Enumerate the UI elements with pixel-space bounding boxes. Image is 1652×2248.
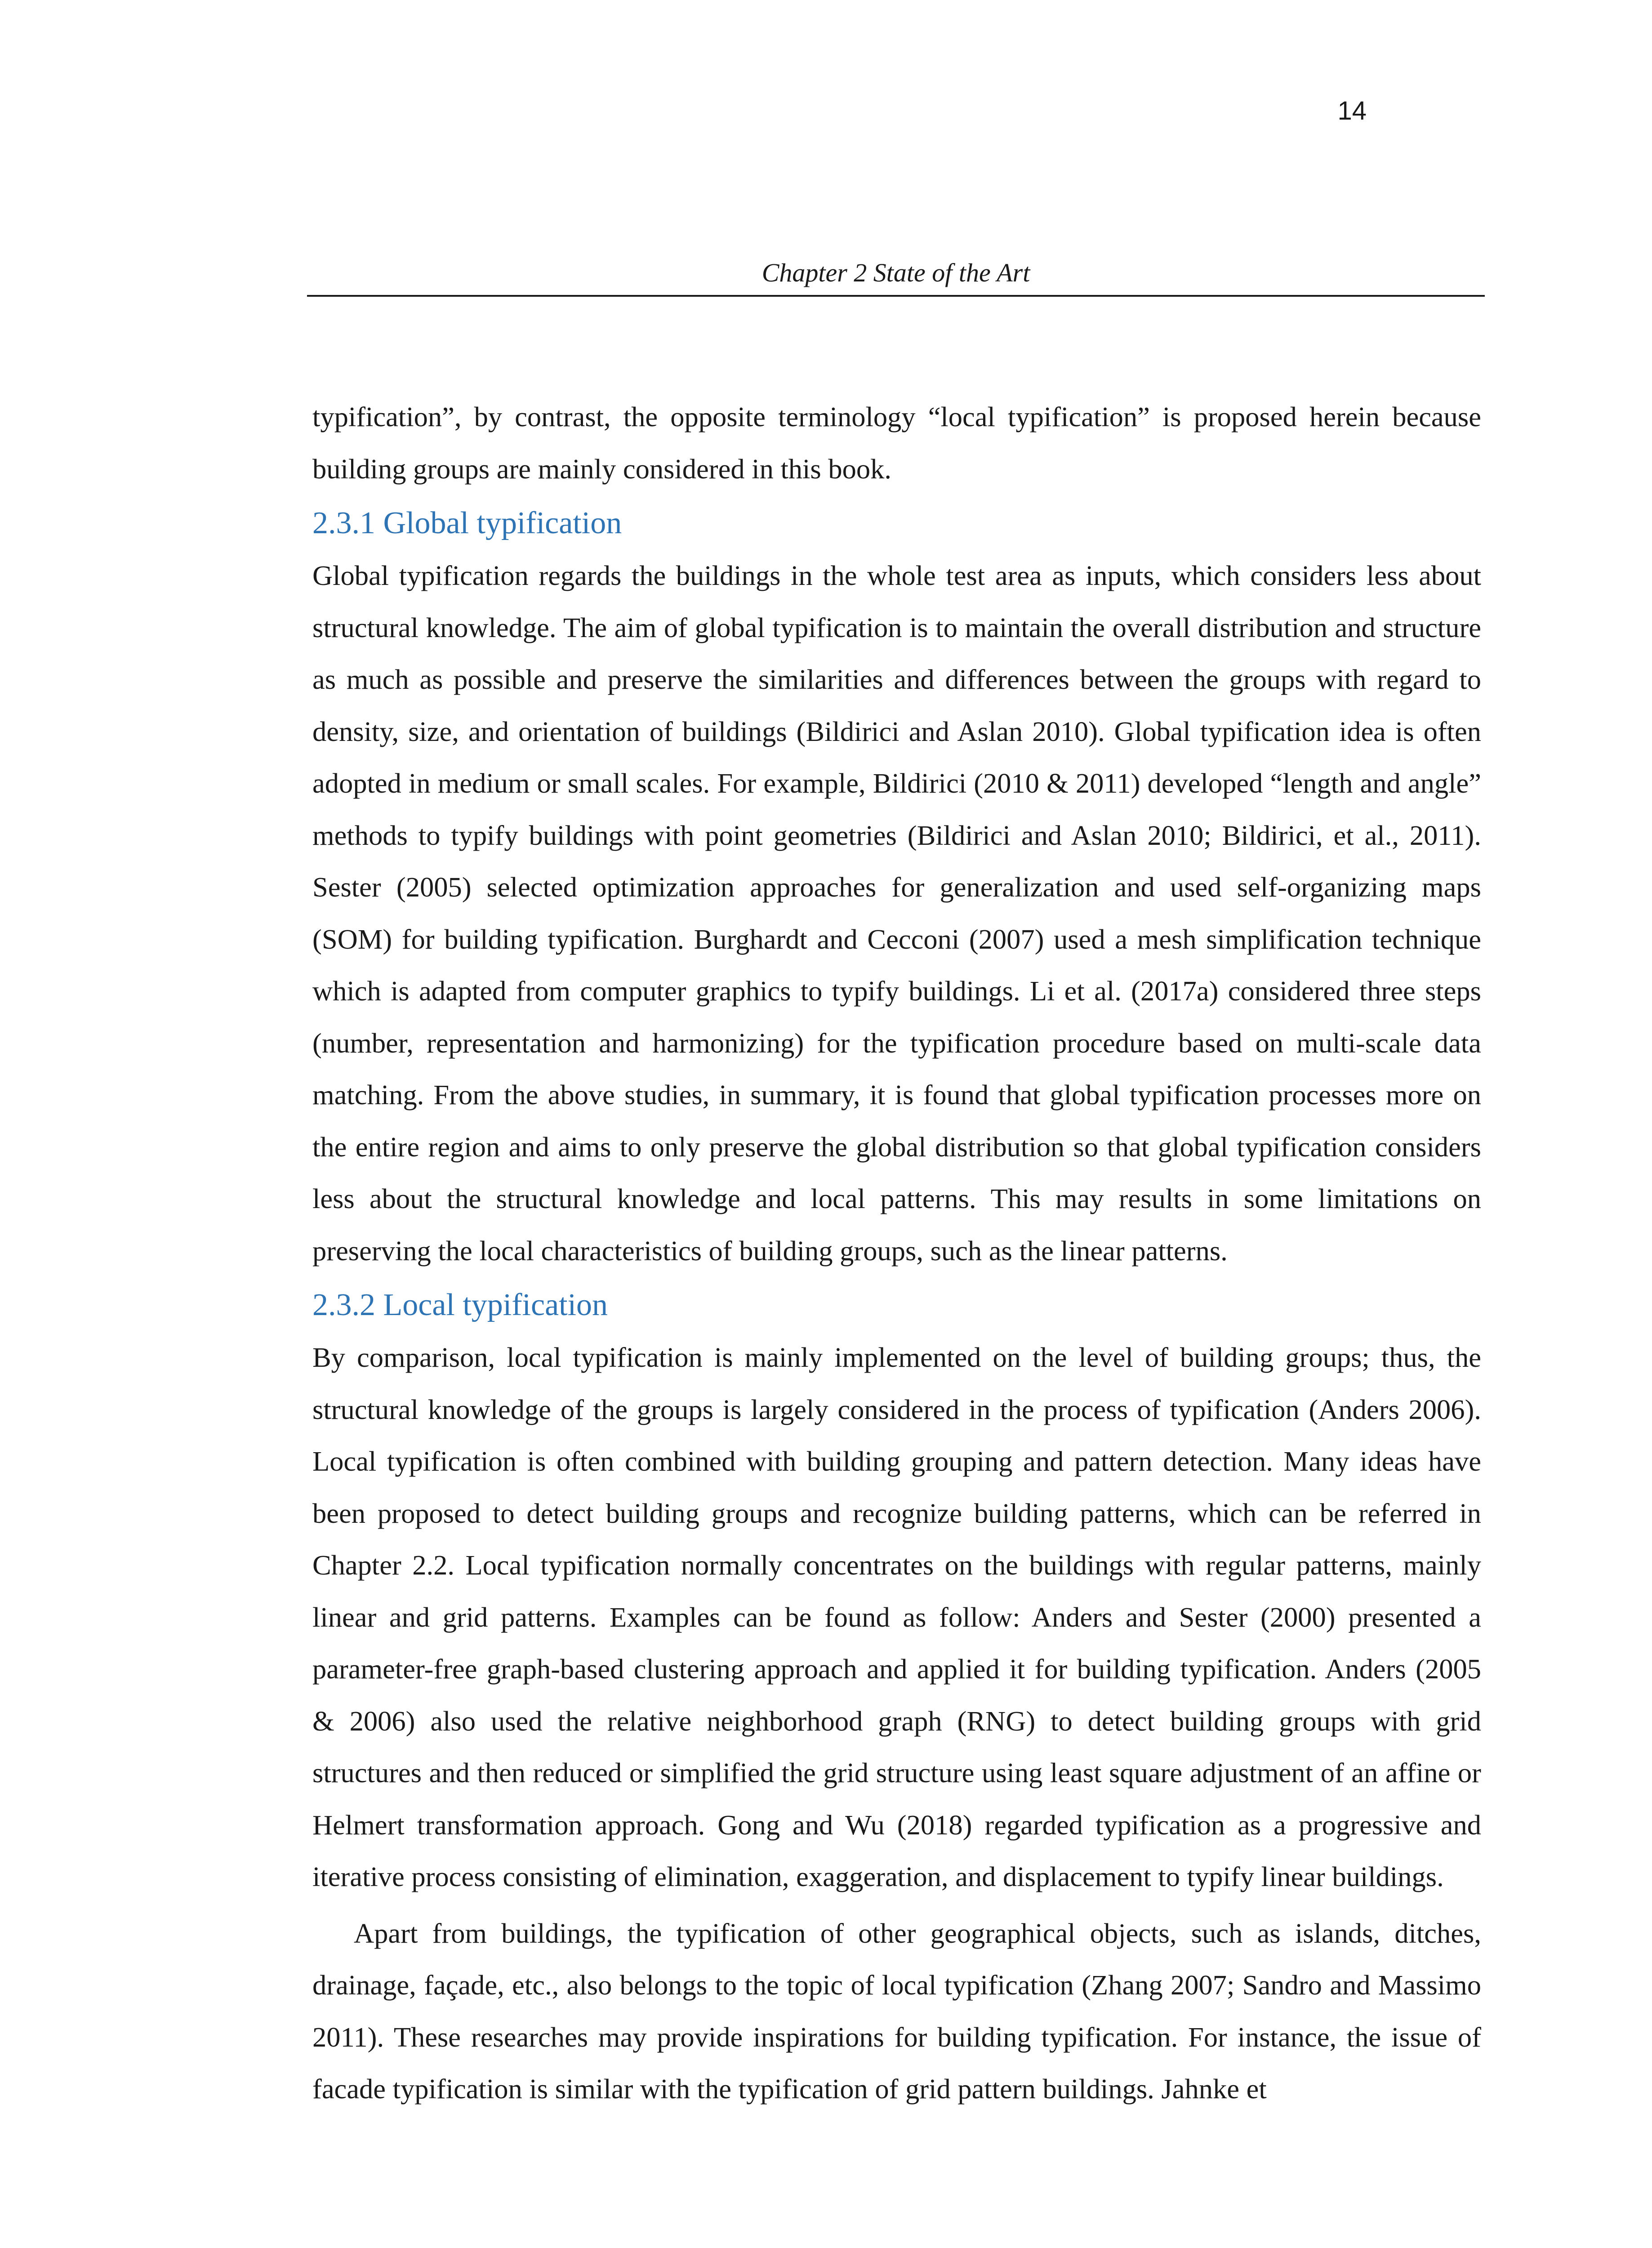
paragraph-local-typification: By comparison, local typification is mainly implemented on the level of building groups; thus, the structural knowledge of the groups is largely considered in the process of typification (Anders 2006). Local typification is often combined with building grouping and pattern detection. Many ideas have been proposed to detect building groups and recognize building patterns, which can be referred in Chapter 2.2. Local typification normally concentrates on the buildings with regular patterns, mainly linear and grid patterns. Examples can be found as follow: Anders and Sester (2000) presented a parameter-free graph-based clustering approach and applied it for building typification. Anders (2005 & 2006) also used the relative neighborhood graph (RNG) to detect building groups with grid structures and then reduced or simplified the grid structure using least square adjustment of an affine or Helmert transformation approach. Gong and Wu (2018) regarded typification as a progressive and iterative process consisting of elimination, exaggeration, and displacement to typify linear buildings. [312, 1342, 1481, 1892]
header-rule [307, 295, 1485, 297]
paragraph-other-objects: Apart from buildings, the typification of other geographical objects, such as islands, ditches, drainage, façade, etc., also belongs to the topic of local typification (Zhang 2007; Sandro and Massimo 2011). These researches may provide inspirations for building typification. For instance, the issue of facade typification is similar with the typification of grid pattern buildings. Jahnke et [312, 1917, 1481, 2105]
running-header: Chapter 2 State of the Art [761, 258, 1030, 287]
section-heading-global-typification: 2.3.1 Global typification [312, 506, 622, 540]
section-heading-local-typification: 2.3.2 Local typification [312, 1288, 608, 1322]
paragraph-intro: typification”, by contrast, the opposite terminology “local typification” is proposed herein because building groups are mainly considered in this book. [312, 401, 1481, 485]
page-number: 14 [1337, 96, 1367, 125]
paragraph-global-typification: Global typification regards the buildings in the whole test area as inputs, which considers less about structural knowledge. The aim of global typification is to maintain the overall distribution and structure as much as possible and preserve the similarities and differences between the groups with regard to density, size, and orientation of buildings (Bildirici and Aslan 2010). Global typification idea is often adopted in medium or small scales. For example, Bildirici (2010 & 2011) developed “length and angle” methods to typify buildings with point geometries (Bildirici and Aslan 2010; Bildirici, et al., 2011). Sester (2005) selected optimization approaches for generalization and used self-organizing maps (SOM) for building typification. Burghardt and Cecconi (2007) used a mesh simplification technique which is adapted from computer graphics to typify buildings. Li et al. (2017a) considered three steps (number, representation and harmonizing) for the typification procedure based on multi-scale data matching. From the above studies, in summary, it is found that global typification processes more on the entire region and aims to only preserve the global distribution so that global typification considers less about the structural knowledge and local patterns. This may results in some limitations on preserving the local characteristics of building groups, such as the linear patterns. [312, 560, 1481, 1267]
page-body [312, 391, 1481, 2115]
